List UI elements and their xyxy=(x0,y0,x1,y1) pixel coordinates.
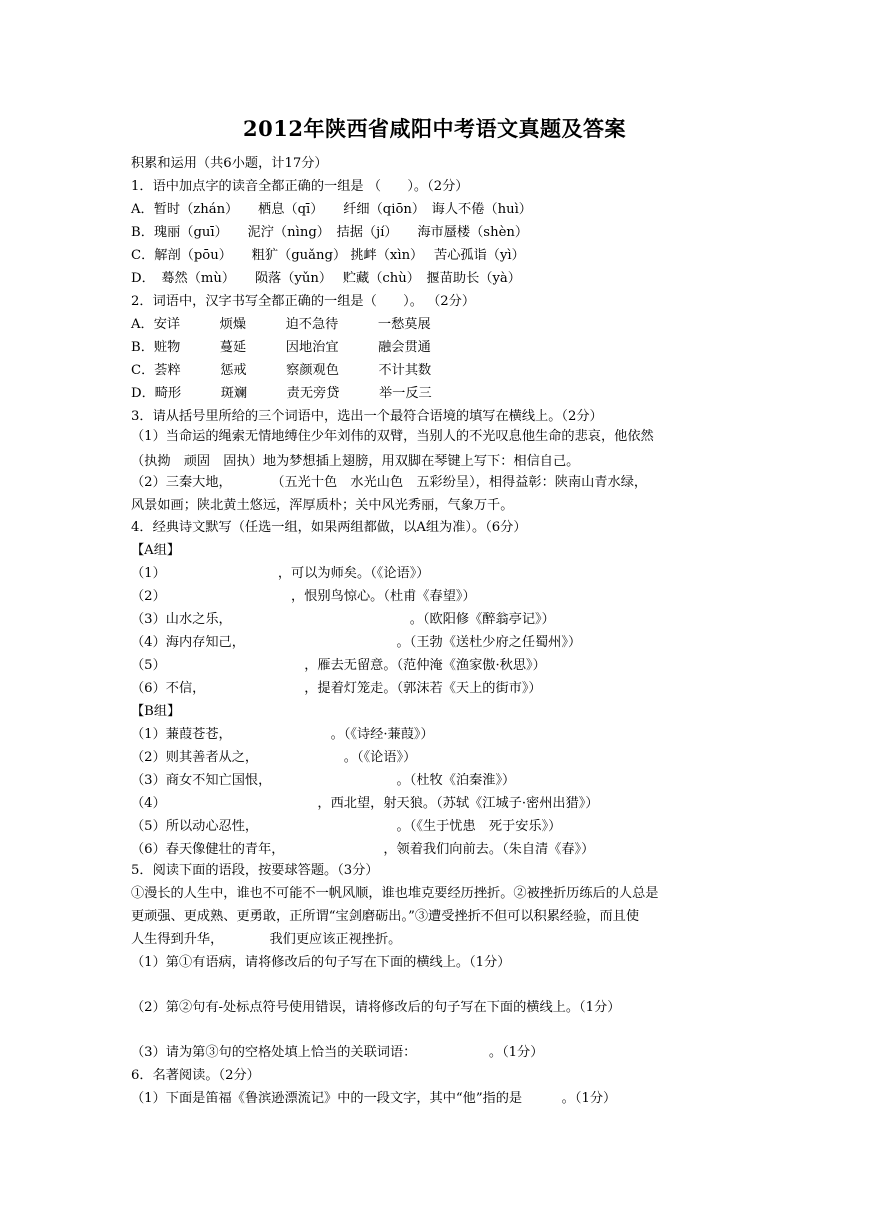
text-line: D．畸形 斑斓 责无旁贷 举一反三 xyxy=(131,386,432,401)
text-line: 1．语中加点字的读音全都正确的一组是 （ ）。（2分） xyxy=(131,179,469,194)
text-line: （6）不信， ，提着灯笼走。（郭沫若《天上的街市》） xyxy=(131,681,542,696)
text-line: A．暂时（zhán） 栖息（qī） 纤细（qiōn） 诲人不倦（huì） xyxy=(131,202,532,217)
text-line: 人生得到升华， 我们更应该正视挫折。 xyxy=(131,932,402,947)
text-line: （2） ，恨别鸟惊心。（杜甫《春望》） xyxy=(131,589,476,604)
text-line: （3）请为第③句的空格处填上恰当的关联词语： 。（1分） xyxy=(131,1045,544,1060)
text-line: C．解剖（pōu） 粗犷（guǎng） 挑衅（xìn） 苦心孤诣（yì） xyxy=(131,248,525,263)
text-line: 风景如画；陕北黄土悠远，浑厚质朴；关中风光秀丽，气象万千。 xyxy=(131,498,514,513)
text-line: （2）则其善者从之， 。（《论语》） xyxy=(131,750,417,765)
text-line: 5．阅读下面的语段，按要球答题。（3分） xyxy=(131,863,379,878)
text-line: （1）第①有语病，请将修改后的句子写在下面的横线上。（1分） xyxy=(131,955,511,970)
text-line: （1）当命运的绳索无情地缚住少年刘伟的双臂，当别人的不光叹息他生命的悲哀，他依然 xyxy=(131,429,654,444)
text-line: 积累和运用（共6小题，计17分） xyxy=(131,156,328,171)
text-line: C．荟粹 惩戒 察颜观色 不计其数 xyxy=(131,363,432,378)
text-line: 3．请从括号里所给的三个词语中，选出一个最符合语境的填写在横线上。（2分） xyxy=(131,409,603,424)
text-line: B．瑰丽（guī） 泥泞（nìng） 拮据（jí） 海市蜃楼（shèn） xyxy=(131,225,529,240)
text-line: 4．经典诗文默写（任选一组，如果两组都做，以A组为准）。（6分） xyxy=(131,520,527,535)
text-line: （3）商女不知亡国恨， 。（杜牧《泊秦淮》） xyxy=(131,773,516,788)
text-line: （1）蒹葭苍苍， 。（《诗经·蒹葭》） xyxy=(131,727,434,742)
text-line: （5） ，雁去无留意。（范仲淹《渔家傲·秋思》） xyxy=(131,658,546,673)
text-line: ①漫长的人生中，谁也不可能不一帆风顺，谁也堆克要经历挫折。②被挫折历练后的人总是 xyxy=(131,886,659,901)
text-line: 【B组】 xyxy=(131,704,181,719)
text-line: （6）春天像健壮的青年， ，领着我们向前去。（朱自清《春》） xyxy=(131,842,595,857)
text-line: （2）三秦大地， （五光十色 水光山色 五彩纷呈），相得益彰：陕南山青水绿， xyxy=(131,475,648,490)
text-line: 2．词语中，汉字书写全都正确的一组是（ ）。 （2分） xyxy=(131,294,476,309)
text-line: 【A组】 xyxy=(131,543,181,558)
text-line: （5）所以动心忍性， 。（《生于忧患 死于安乐》） xyxy=(131,819,562,834)
text-line: （4）海内存知己， 。（王勃《送杜少府之任蜀州》） xyxy=(131,635,582,650)
text-line: （1） ，可以为师矣。（《论语》） xyxy=(131,566,430,581)
text-line: （2）第②句有-处标点符号使用错误，请将修改后的句子写在下面的横线上。（1分） xyxy=(131,1000,621,1015)
text-line: （3）山水之乐， 。（欧阳修《醉翁亭记》） xyxy=(131,612,555,627)
text-line: D． 蓦然（mù） 陨落（yǔn） 贮藏（chù） 揠苗助长（yà） xyxy=(131,271,521,286)
text-line: （执拗 顽固 固执）地为梦想插上翅膀，用双脚在琴键上写下：相信自己。 xyxy=(131,454,580,469)
text-line: 更顽强、更成熟、更勇敢，正所谓“宝剑磨砺出。”③遭受挫折不但可以积累经验，而且使 xyxy=(131,909,640,924)
text-line: 6．名著阅读。（2分） xyxy=(131,1068,260,1083)
text-line: A．安详 烦燥 迫不急待 一愁莫展 xyxy=(131,317,431,332)
text-line: B．赃物 蔓延 因地治宜 融会贯通 xyxy=(131,340,431,355)
page-title: 2012年陕西省咸阳中考语文真题及答案 xyxy=(243,116,626,141)
text-line: （4） ，西北望，射天狼。（苏轼《江城子·密州出猎》） xyxy=(131,796,599,811)
text-line: （1）下面是笛福《鲁滨逊漂流记》中的一段文字，其中“他”指的是 。（1分） xyxy=(131,1091,617,1106)
